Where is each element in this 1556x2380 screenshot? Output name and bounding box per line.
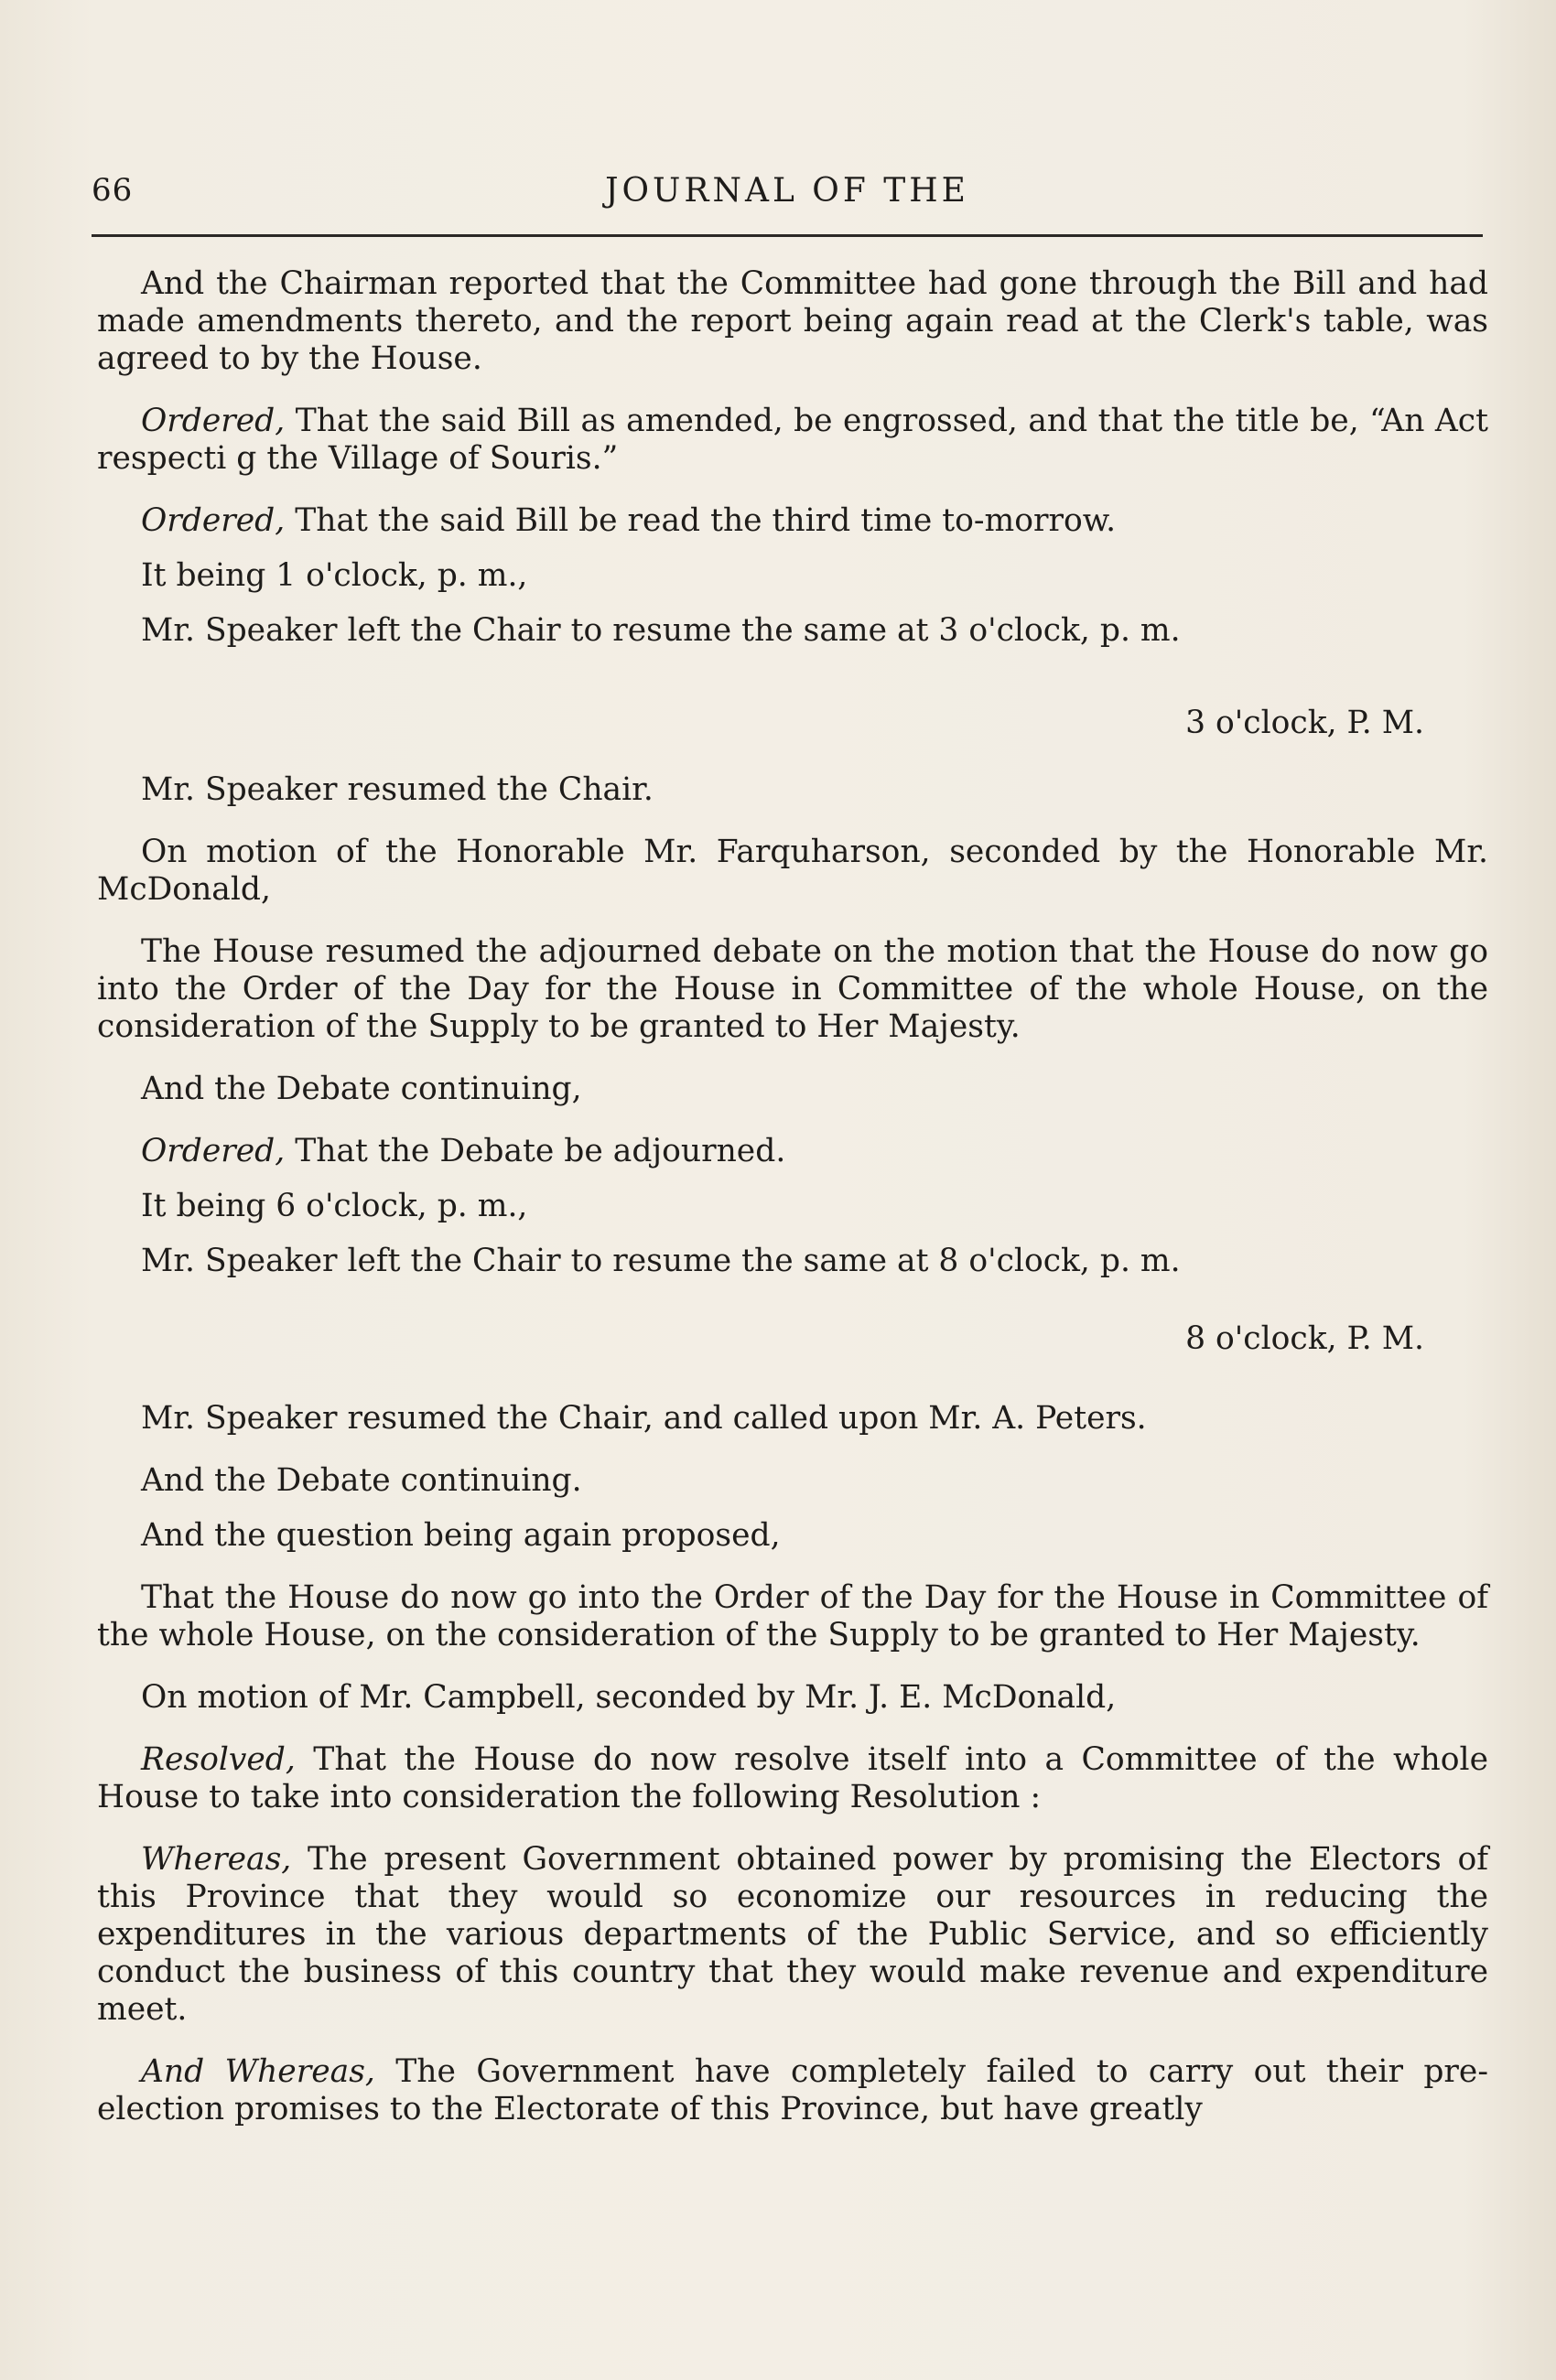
paragraph-resolved: Resolved, That the House do now resolve itself into a Committee of the whole House to take into consideration the following Resolution : — [97, 1741, 1488, 1815]
paragraph-speaker-left-2: Mr. Speaker left the Chair to resume the same at 8 o'clock, p. m. — [141, 1243, 1181, 1279]
paragraph-six-oclock: It being 6 o'clock, p. m., — [141, 1188, 528, 1224]
time-heading-8pm: 8 o'clock, P. M. — [1185, 1320, 1424, 1357]
paragraph-debate-continuing-1: And the Debate continuing, — [141, 1071, 582, 1107]
paragraph-ordered-engrossed: Ordered, That the said Bill as amended, be engrossed, and that the title be, “An Act respecti g the Village of Souris.” — [97, 403, 1488, 477]
page-header — [92, 165, 1483, 220]
paragraph-adjourned-debate: The House resumed the adjourned debate on the motion that the House do now go into the Order of the Day for the House in Committee of the whole House, on the consideration of the Supply to be granted to Her Majesty. — [97, 933, 1488, 1045]
header-rule — [92, 234, 1483, 237]
page-number: 66 — [92, 172, 134, 209]
paragraph-ordered-third-reading: Ordered, That the said Bill be read the third time to-morrow. — [141, 502, 1117, 539]
paragraph-speaker-left-1: Mr. Speaker left the Chair to resume the same at 3 o'clock, p. m. — [141, 612, 1181, 649]
running-title: JOURNAL OF THE — [605, 172, 969, 210]
paragraph-chairman-report: And the Chairman reported that the Committee had gone through the Bill and had made amendments thereto, and the report being again read at the Clerk's table, was agreed to by the House. — [97, 265, 1488, 377]
paragraph-one-oclock: It being 1 o'clock, p. m., — [141, 557, 528, 594]
paragraph-speaker-resumed-1: Mr. Speaker resumed the Chair. — [141, 771, 654, 808]
paragraph-supply-motion: That the House do now go into the Order of the Day for the House in Committee of the whole House, on the consideration of the Supply to be granted to Her Majesty. — [97, 1579, 1488, 1653]
paragraph-debate-continuing-2: And the Debate continuing. — [141, 1462, 582, 1499]
paragraph-and-whereas: And Whereas, The Government have completely failed to carry out their pre-election promises to the Electorate of this Province, but have greatly — [97, 2053, 1488, 2127]
journal-body — [97, 265, 1488, 2153]
paragraph-motion-campbell: On motion of Mr. Campbell, seconded by Mr. J. E. McDonald, — [141, 1679, 1117, 1716]
paragraph-speaker-resumed-2: Mr. Speaker resumed the Chair, and called upon Mr. A. Peters. — [141, 1400, 1147, 1437]
paragraph-motion-farquharson: On motion of the Honorable Mr. Farquharson, seconded by the Honorable Mr. McDonald, — [97, 834, 1488, 908]
paragraph-whereas: Whereas, The present Government obtained power by promising the Electors of this Province that they would so economize our resources in reducing the expenditures in the various departments of the Public Service, and so efficiently conduct the business of this country that they would make revenue and expenditure meet. — [97, 1841, 1488, 2028]
paragraph-ordered-adjourned: Ordered, That the Debate be adjourned. — [141, 1133, 786, 1169]
time-heading-3pm: 3 o'clock, P. M. — [1185, 705, 1424, 741]
paragraph-question-proposed: And the question being again proposed, — [141, 1517, 781, 1554]
